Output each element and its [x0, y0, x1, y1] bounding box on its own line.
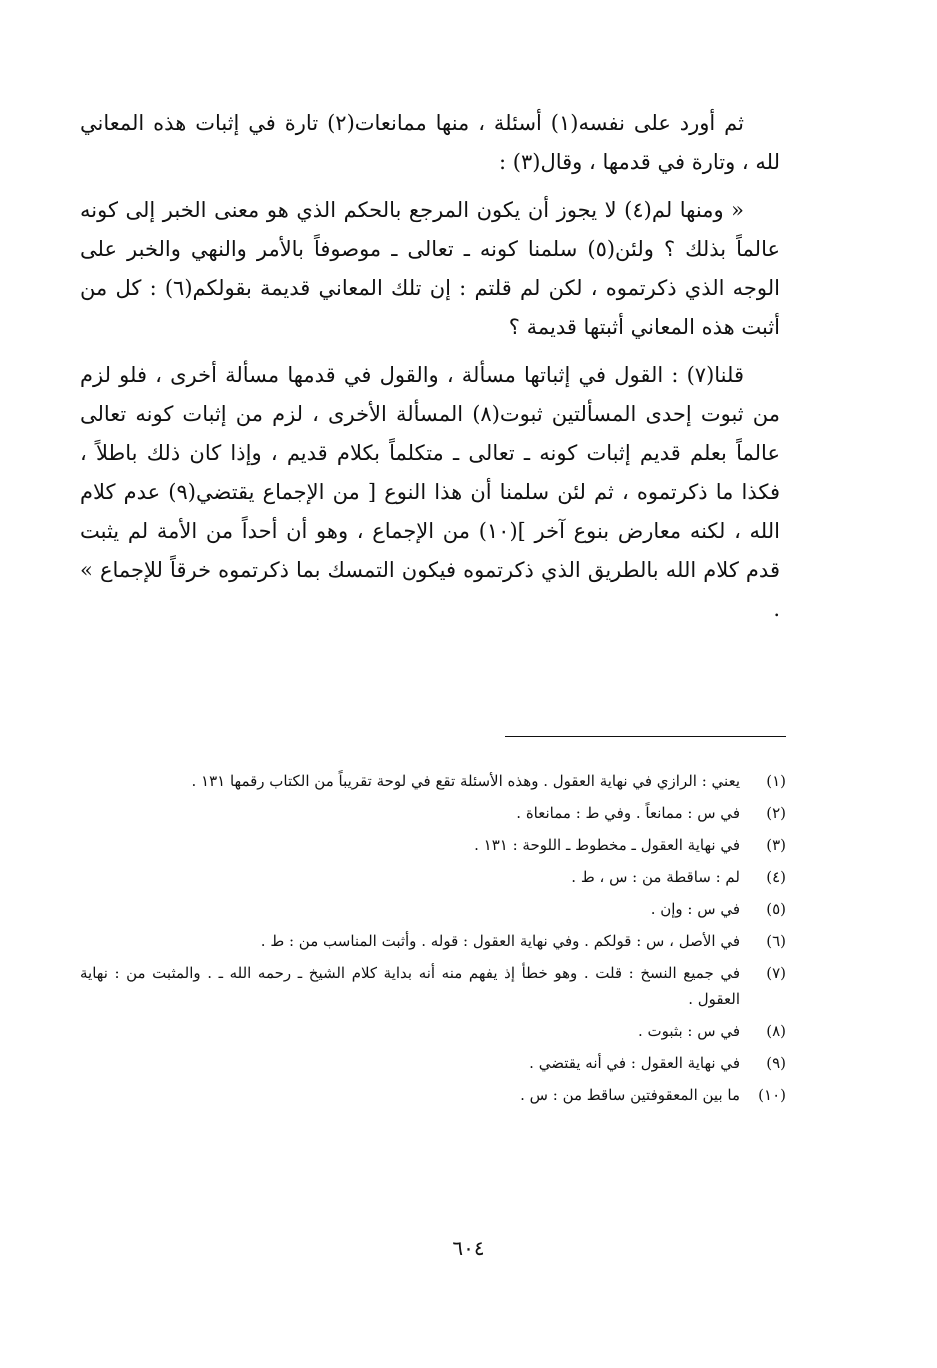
footnote-text: في س : ممانعاً . وفي ط : ممانعاة . — [516, 804, 740, 822]
footnote-item — [80, 864, 786, 890]
footnote-text: ما بين المعقوفتين ساقط من : س . — [520, 1086, 740, 1104]
footnote-text: يعني : الرازي في نهاية العقول . وهذه الأسئلة تقع في لوحة تقريباً من الكتاب رقمها ١٣١ . — [191, 772, 740, 790]
footnote-item — [80, 928, 786, 954]
footnote-text: في جميع النسخ : قلت . وهو خطأ إذ يفهم منه أنه بداية كلام الشيخ ـ رحمه الله ـ . والمثبت من : نهاية العقول . — [80, 964, 740, 1008]
footnote-number: (١٠) — [758, 1086, 786, 1104]
footnote-item — [80, 800, 786, 826]
footnote-text: في نهاية العقول ـ مخطوط ـ اللوحة : ١٣١ . — [474, 836, 740, 854]
footnote-item — [80, 1082, 786, 1108]
footnote-number: (٨) — [766, 1022, 786, 1040]
footnote-number: (٦) — [766, 932, 786, 950]
footnote-item — [80, 960, 786, 1012]
footnote-item — [80, 832, 786, 858]
page-number: ٦٠٤ — [452, 1236, 485, 1260]
footnote-number: (٩) — [766, 1054, 786, 1072]
footnotes — [80, 768, 786, 1114]
footnote-number: (٤) — [766, 868, 786, 886]
footnote-number: (٣) — [766, 836, 786, 854]
paragraph-1: ثم أورد على نفسه(١) أسئلة ، منها ممانعات(٢) تارة في إثبات هذه المعاني لله ، وتارة في قدمها ، وقال(٣) : — [80, 111, 780, 174]
footnote-text: في الأصل ، س : قولكم . وفي نهاية العقول : قوله . وأثبت المناسب من : ط . — [260, 932, 740, 950]
footnote-item — [80, 768, 786, 794]
footnote-divider — [505, 736, 786, 737]
main-text — [80, 104, 780, 638]
footnote-item — [80, 1050, 786, 1076]
footnote-text: في س : وإن . — [650, 900, 740, 918]
footnote-number: (٧) — [766, 964, 786, 982]
footnote-text: لم : ساقطة من : س ، ط . — [571, 868, 740, 886]
paragraph-3: قلنا(٧) : القول في إثباتها مسألة ، والقول في قدمها مسألة أخرى ، فلو لزم من ثبوت إحدى المسألتين ثبوت(٨) المسألة الأخرى ، لزم من إثبات كونه تعالى عالماً بعلم قديم إثبات كونه ـ تعالى ـ متكلماً بكلام قديم ، وإذا كان ذلك باطلاً ، فكذا ما ذكرتموه ، ثم لئن سلمنا أن هذا النوع [ من الإجماع يقتضي(٩) عدم كلام الله ، لكنه معارض بنوع آخر ](١٠) من الإجماع ، وهو أن أحداً من الأمة لم يثبت قدم كلام الله بالطريق الذي ذكرتموه فيكون التمسك بما ذكرتموه خرقاً للإجماع » . — [80, 363, 780, 621]
paragraph-2: « ومنها لم(٤) لا يجوز أن يكون المرجع بالحكم الذي هو معنى الخبر إلى كونه عالماً بذلك ؟ ولئن(٥) سلمنا كونه ـ تعالى ـ موصوفاً بالأمر والنهي والخبر على الوجه الذي ذكرتموه ، لكن لم قلتم : إن تلك المعاني قديمة بقولكم(٦) : كل من أثبت هذه المعاني أثبتها قديمة ؟ — [80, 198, 780, 339]
footnote-text: في نهاية العقول : في أنه يقتضي . — [529, 1054, 740, 1072]
footnote-item — [80, 896, 786, 922]
footnote-number: (٥) — [766, 900, 786, 918]
footnote-item — [80, 1018, 786, 1044]
footnote-text: في س : بثبوت . — [638, 1022, 740, 1040]
footnote-number: (٢) — [766, 804, 786, 822]
footnote-number: (١) — [766, 772, 786, 790]
